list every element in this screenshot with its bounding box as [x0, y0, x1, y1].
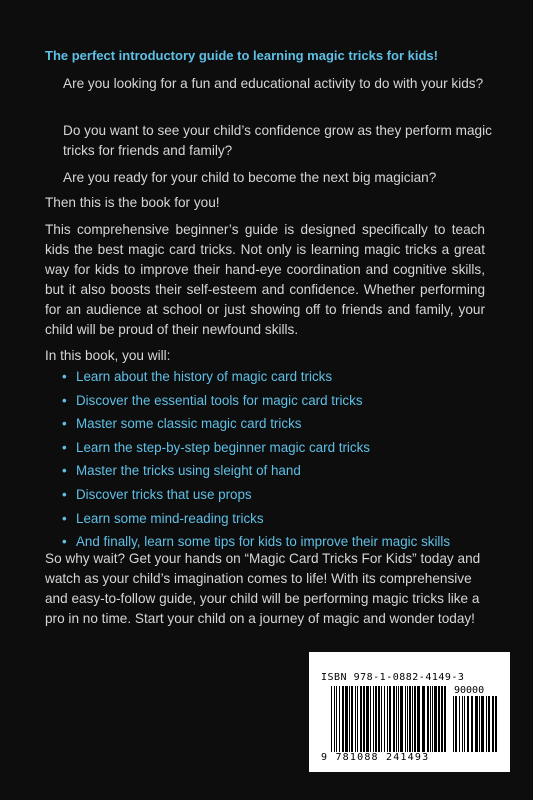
question-2: Do you want to see your child’s confidence grow as they perform magic tricks for friends and family?	[63, 123, 492, 158]
barcode-stripe	[363, 686, 365, 752]
barcode-stripe	[471, 696, 473, 752]
barcode-stripe	[389, 686, 391, 752]
barcode-stripe	[345, 686, 348, 752]
barcode-stripe	[432, 686, 433, 752]
list-item: • Learn the step-by-step beginner magic card tricks	[62, 436, 522, 460]
barcode-stripe	[398, 686, 399, 752]
barcode-stripe	[339, 686, 340, 752]
list-item: • Discover tricks that use props	[62, 483, 522, 507]
list-item: • Learn some mind-reading tricks	[62, 507, 522, 531]
barcode-stripe	[455, 696, 457, 752]
barcode-stripe	[412, 686, 413, 752]
barcode-stripe	[441, 686, 443, 752]
bullet-icon: •	[62, 463, 67, 479]
barcode-stripe	[453, 696, 454, 752]
body-paragraph: This comprehensive beginner’s guide is designed specifically to teach kids the best magic card tricks. Not only is learning magic tricks a great way for kids to improve their hand-eye coordination and cognitive skills, but it also boosts their self-esteem and confidence. Whether performing for an audience at school or just showing off to friends and family, your child will be proud of their newfound skills.	[45, 222, 485, 337]
bullet-icon: •	[62, 510, 67, 526]
barcode-stripe	[495, 696, 497, 752]
barcode-stripe	[370, 686, 371, 752]
barcode-stripe	[464, 696, 465, 752]
barcode-stripe	[459, 696, 460, 752]
ean-digits: 9 781088 241493	[321, 752, 430, 763]
barcode-stripe	[422, 686, 425, 752]
barcode-stripe	[334, 686, 335, 752]
question-3: Are you ready for your child to become the next big magician?	[63, 170, 437, 185]
barcode-stripe	[384, 686, 385, 752]
closing-paragraph: So why wait? Get your hands on “Magic Card Tricks For Kids” today and watch as your child’s imagination comes to life! With its comprehensive and easy-to-follow guide, your child will be performing magic tricks like a pro in no time. Start your child on a journey of magic and wonder today!	[45, 551, 481, 626]
barcode-stripe	[481, 696, 484, 752]
barcode-stripe	[357, 686, 358, 752]
barcode-stripe	[407, 686, 408, 752]
barcode-stripe	[373, 686, 374, 752]
bullet-icon: •	[62, 392, 67, 408]
barcode-stripe	[336, 686, 337, 752]
barcode-stripe	[342, 686, 344, 752]
barcode-stripe	[400, 686, 403, 752]
list-item: • And finally, learn some tips for kids to improve their magic skills	[62, 530, 522, 554]
barcode-stripe	[381, 686, 382, 752]
barcode-stripe	[434, 686, 437, 752]
bullet-icon: •	[62, 534, 67, 550]
bullet-icon: •	[62, 486, 67, 502]
in-book-label: In this book, you will:	[45, 348, 171, 363]
barcode-stripe	[430, 686, 431, 752]
barcode-stripe	[349, 686, 350, 752]
barcode-stripe	[444, 686, 446, 752]
barcode-stripe	[409, 686, 411, 752]
list-item: • Master the tricks using sleight of hand	[62, 459, 522, 483]
barcode-stripe	[355, 686, 356, 752]
barcode-stripe	[492, 696, 494, 752]
isbn-text: ISBN 978-1-0882-4149-3	[321, 672, 465, 683]
barcode-bars	[331, 686, 449, 752]
barcode-stripe	[393, 686, 395, 752]
list-item: • Master some classic magic card tricks	[62, 412, 522, 436]
barcode-stripe	[414, 686, 416, 752]
barcode-stripe	[438, 686, 440, 752]
barcode-stripe	[417, 686, 420, 752]
bullet-icon: •	[62, 416, 67, 432]
barcode-stripe	[360, 686, 362, 752]
bullet-list	[62, 365, 522, 554]
barcode-stripe	[387, 686, 388, 752]
barcode-stripe	[488, 696, 490, 752]
barcode-stripe	[396, 686, 397, 752]
then-line: Then this is the book for you!	[45, 195, 220, 210]
barcode-stripe	[378, 686, 380, 752]
barcode-stripe	[486, 696, 487, 752]
list-item: • Discover the essential tools for magic card tricks	[62, 389, 522, 413]
barcode-stripe	[375, 686, 377, 752]
headline: The perfect introductory guide to learning magic tricks for kids!	[45, 48, 438, 63]
barcode-stripe	[405, 686, 406, 752]
addon-barcode-bars	[453, 696, 499, 752]
barcode-stripe	[462, 696, 463, 752]
barcode-stripe	[475, 696, 478, 752]
barcode-stripe	[331, 686, 332, 752]
bullet-icon: •	[62, 369, 67, 384]
question-1: Are you looking for a fun and educational activity to do with your kids?	[63, 76, 484, 91]
barcode-panel	[309, 652, 510, 772]
barcode-stripe	[479, 696, 480, 752]
list-item: • Learn about the history of magic card tricks	[62, 365, 522, 389]
barcode-stripe	[351, 686, 353, 752]
barcode-stripe	[467, 696, 469, 752]
barcode-stripe	[366, 686, 369, 752]
barcode-stripe	[427, 686, 429, 752]
price-code: 90000	[454, 685, 485, 696]
bullet-icon: •	[62, 439, 67, 455]
